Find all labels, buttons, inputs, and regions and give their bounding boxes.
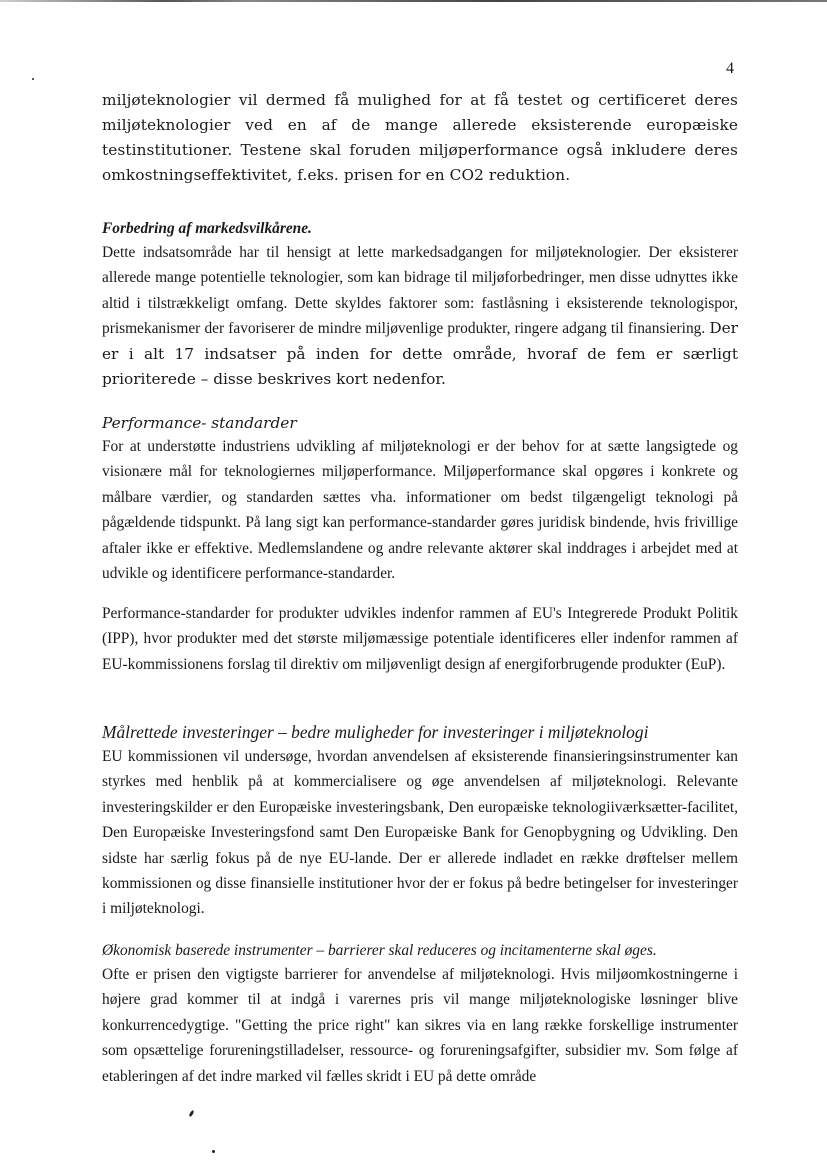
heading-performance-standarder: Performance- standarder	[102, 414, 297, 432]
scan-speck	[32, 78, 34, 80]
page-number: 4	[726, 60, 734, 77]
heading-markedsvilkaar: Forbedring af markedsvilkårene.	[102, 220, 312, 237]
paragraph-markedsvilkaar-tail: Der er i alt 17 indsatser på inden for dette område, hvoraf de fem er særligt prioriterede – disse beskrives kort nedenfor.	[102, 319, 738, 389]
scan-speck	[212, 1150, 215, 1153]
paragraph-markedsvilkaar-text: Dette indsatsområde har til hensigt at lette markedsadgangen for miljøteknologier. Der eksisterer allerede mange potentielle teknologier, som kan bidrage til miljøforbedringer, men disse udnyttes ikke altid i tilstrækkeligt omfang. Dette skyldes faktorer som: fastlåsning i eksisterende teknologispor, prismekanismer der favoriserer de mindre miljøvenlige produkter, ringere adgang til finansiering.	[102, 244, 738, 338]
scan-edge-line	[0, 0, 827, 2]
paragraph-instrumenter: Ofte er prisen den vigtigste barrierer for anvendelse af miljøteknologi. Hvis miljøomkostningerne i højere grad kommer til at indgå i varernes pris vil mange miljøteknologiske løsninger blive konkurrencedygtige. "Getting the price right" kan sikres via en lang række forskellige instrumenter som opsættelige forureningstilladelser, ressource- og forureningsafgifter, subsidier mv. Som følge af etableringen af det indre marked vil fælles skridt i EU på dette område	[102, 966, 738, 1085]
intro-paragraph: miljøteknologier vil dermed få mulighed for at få testet og certificeret deres miljøteknologier ved en af de mange allerede eksisterende europæiske testinstitutioner. Testene skal foruden miljøperformance også inkludere deres omkostningseffektivitet, f.eks. prisen for en CO2 reduktion.	[102, 91, 738, 184]
paragraph-performance-2: Performance-standarder for produkter udvikles indenfor rammen af EU's Integrerede Produkt Politik (IPP), hvor produkter med det største miljømæssige potentiale identificeres eller indenfor rammen af EU-kommissionens forslag til direktiv om miljøvenligt design af energiforbrugende produkter (EuP).	[102, 605, 738, 673]
paragraph-performance-1: For at understøtte industriens udvikling af miljøteknologi er der behov for at sætte langsigtede og visionære mål for teknologiernes miljøperformance. Miljøperformance skal opgøres i konkrete og målbare værdier, og standarden sættes vha. informationer om bedst tilgængeligt teknologi på pågældende tidspunkt. På lang sigt kan performance-standarder gøres juridisk bindende, hvis frivillige aftaler ikke er effektive. Medlemslandene og andre relevante aktører skal inddrages i arbejdet med at udvikle og identificere performance-standarder.	[102, 438, 738, 583]
heading-investeringer: Målrettede investeringer – bedre muligheder for investeringer i miljøteknologi	[102, 722, 649, 742]
scan-speck	[188, 1110, 194, 1118]
paragraph-investeringer: EU kommissionen vil undersøge, hvordan anvendelsen af eksisterende finansieringsinstrumenter kan styrkes med henblik på at kommercialisere og øge anvendelsen af miljøteknologi. Relevante investeringskilder er den Europæiske investeringsbank, Den europæiske teknologiiværksætter-facilitet, Den Europæiske Investeringsfond samt Den Europæiske Bank for Genopbygning og Udvikling. Den sidste har særlig fokus på de nye EU-lande. Der er allerede indladet en række drøftelser mellem kommissionen og disse finansielle institutioner hvor der er fokus på bedre betingelser for investeringer i miljøteknologi.	[102, 748, 738, 918]
paragraph-markedsvilkaar	[102, 240, 738, 392]
heading-instrumenter: Økonomisk baserede instrumenter – barrierer skal reduceres og incitamenterne skal øges.	[102, 942, 657, 959]
